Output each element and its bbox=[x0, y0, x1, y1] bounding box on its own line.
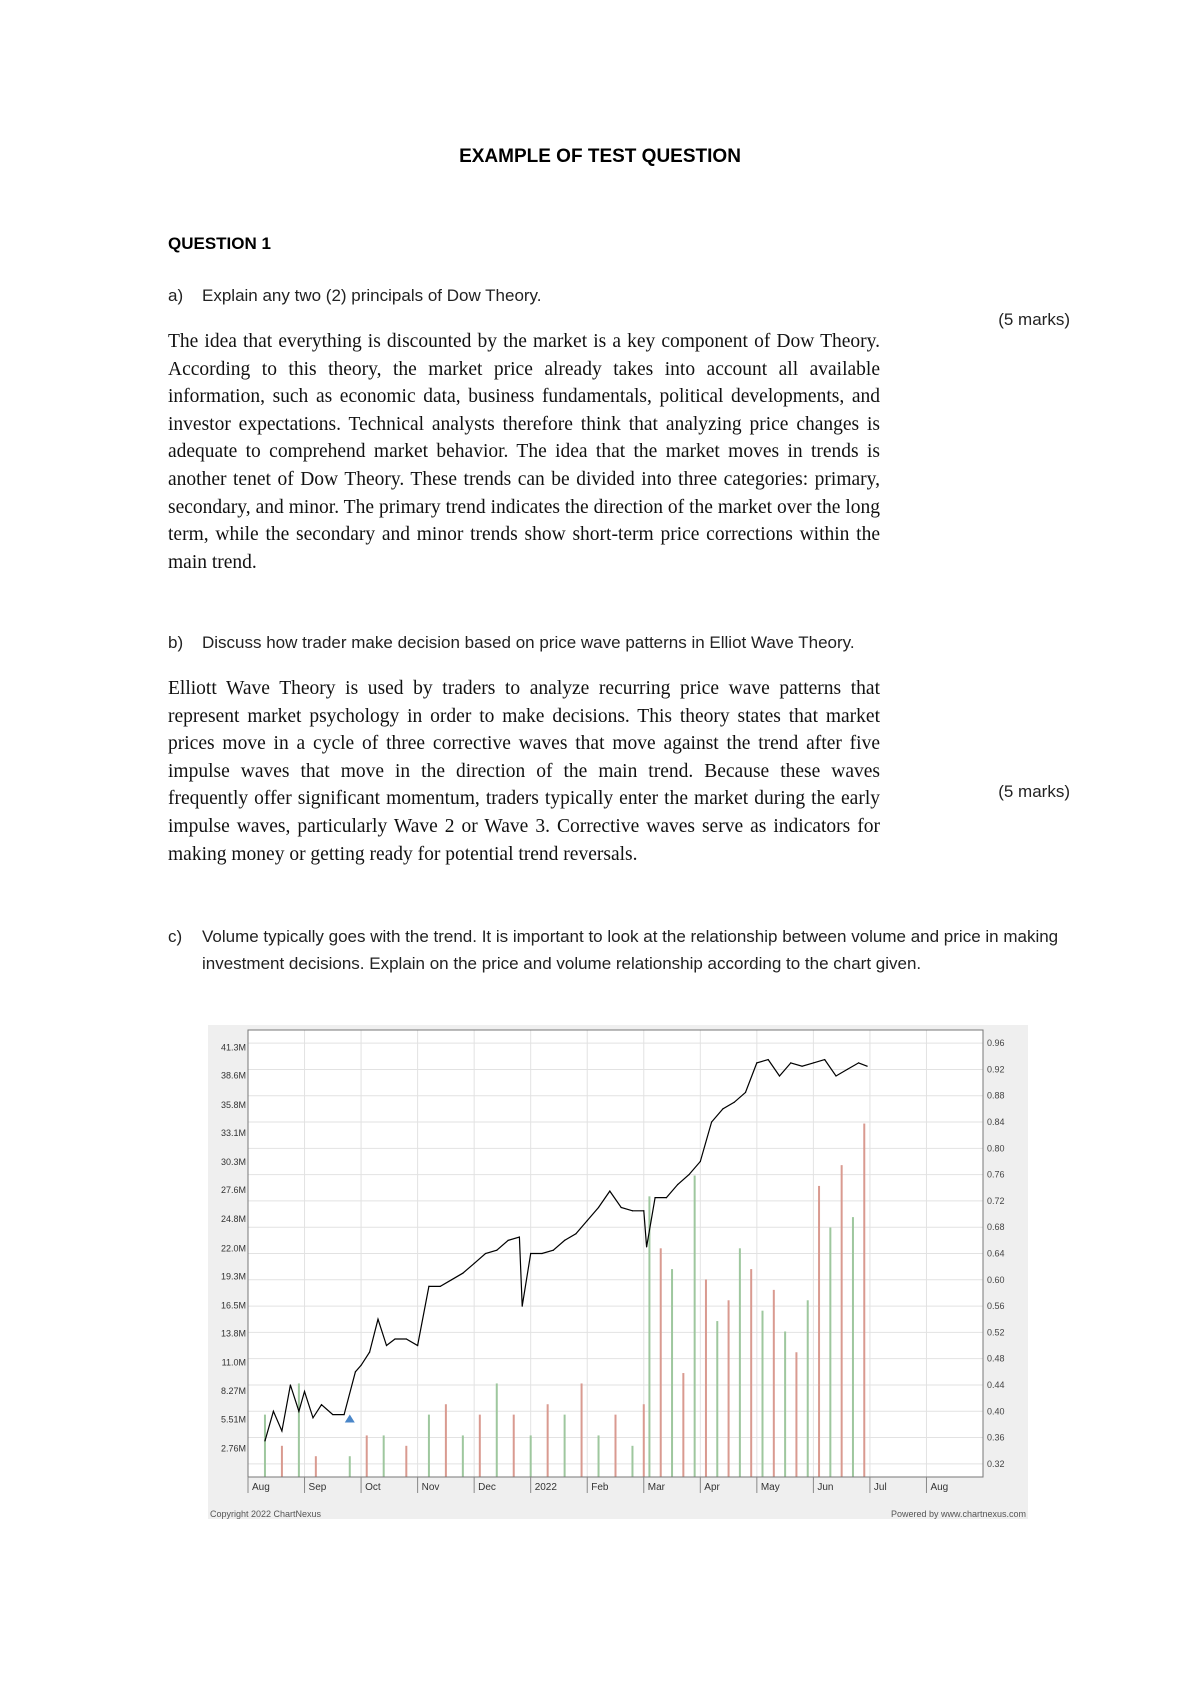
chart-copyright: Copyright 2022 ChartNexus bbox=[210, 1509, 322, 1519]
volume-bar bbox=[795, 1352, 797, 1477]
price-tick-label: 0.68 bbox=[987, 1222, 1005, 1233]
price-point bbox=[768, 1059, 769, 1060]
volume-bar bbox=[366, 1435, 368, 1477]
volume-bar bbox=[428, 1415, 430, 1477]
volume-tick-label: 35.8M bbox=[220, 1099, 246, 1110]
price-point bbox=[462, 1273, 463, 1274]
volume-bar bbox=[547, 1404, 549, 1477]
price-point bbox=[417, 1345, 418, 1346]
volume-bar bbox=[445, 1404, 447, 1477]
volume-bar bbox=[660, 1248, 662, 1477]
x-tick-label: Jul bbox=[873, 1482, 887, 1493]
price-point bbox=[722, 1108, 723, 1109]
price-point bbox=[790, 1062, 791, 1063]
x-tick-label: Dec bbox=[478, 1482, 496, 1493]
volume-bar bbox=[264, 1415, 266, 1477]
price-point bbox=[394, 1338, 395, 1339]
x-tick-label: Feb bbox=[591, 1482, 609, 1493]
price-tick-label: 0.80 bbox=[987, 1143, 1005, 1154]
volume-bar bbox=[671, 1269, 673, 1477]
part-c-label: c) bbox=[168, 927, 183, 946]
price-point bbox=[406, 1338, 407, 1339]
price-point bbox=[474, 1263, 475, 1264]
price-point bbox=[312, 1417, 313, 1418]
price-point bbox=[632, 1210, 633, 1211]
price-point bbox=[290, 1384, 291, 1385]
x-tick-label: May bbox=[760, 1482, 780, 1493]
price-point bbox=[369, 1352, 370, 1353]
volume-bar bbox=[750, 1269, 752, 1477]
x-tick-label: Aug bbox=[252, 1482, 270, 1493]
price-point bbox=[813, 1062, 814, 1063]
volume-bar bbox=[615, 1415, 617, 1477]
x-tick-label: Nov bbox=[421, 1482, 440, 1493]
part-a-answer: The idea that everything is discounted by the market is a key component of Dow Theory. According to this theory, the market price already takes into account all available information, such as economic data, business fundamentals, political developments, and investor expectations. Technical analysts therefore think that analyzing price changes is adequate to comprehend market behavior. The idea that the market moves in trends is another tenet of Dow Theory. These trends can be divided into three categories: primary, secondary, and minor. The primary trend indicates the direction of the market over the long term, while the secondary and minor trends show short-term price corrections within the main trend. bbox=[168, 331, 880, 573]
price-point bbox=[835, 1075, 836, 1076]
question-heading: QUESTION 1 bbox=[168, 234, 271, 253]
volume-tick-label: 19.3M bbox=[220, 1271, 246, 1282]
volume-bar bbox=[852, 1217, 854, 1477]
x-tick-label: Aug bbox=[930, 1482, 949, 1493]
part-a-label: a) bbox=[168, 286, 184, 305]
price-point bbox=[377, 1319, 378, 1320]
volume-bar bbox=[841, 1165, 843, 1477]
volume-axis-ticks bbox=[221, 1043, 246, 1454]
volume-bar bbox=[405, 1446, 407, 1477]
volume-tick-label: 11.0M bbox=[221, 1357, 246, 1368]
price-point bbox=[564, 1240, 565, 1241]
price-point bbox=[609, 1190, 610, 1191]
price-point bbox=[332, 1414, 333, 1415]
volume-bar bbox=[829, 1228, 831, 1477]
volume-bar bbox=[598, 1435, 600, 1477]
part-a-marks: (5 marks) bbox=[998, 310, 1070, 329]
volume-bar bbox=[349, 1456, 351, 1477]
price-point bbox=[360, 1365, 361, 1366]
price-point bbox=[598, 1207, 599, 1208]
volume-bar bbox=[694, 1176, 696, 1477]
part-b-marks: (5 marks) bbox=[998, 782, 1070, 801]
volume-bar bbox=[818, 1186, 820, 1477]
price-tick-label: 0.84 bbox=[987, 1117, 1005, 1128]
price-point bbox=[847, 1069, 848, 1070]
volume-bar bbox=[648, 1196, 650, 1477]
price-point bbox=[666, 1197, 667, 1198]
volume-tick-label: 38.6M bbox=[220, 1070, 246, 1081]
price-tick-label: 0.88 bbox=[987, 1090, 1005, 1101]
volume-bar bbox=[513, 1415, 515, 1477]
x-tick-label: Apr bbox=[704, 1482, 720, 1493]
price-point bbox=[386, 1345, 387, 1346]
price-point bbox=[734, 1102, 735, 1103]
price-point bbox=[507, 1240, 508, 1241]
price-tick-label: 0.96 bbox=[987, 1038, 1005, 1049]
x-tick-label: Oct bbox=[365, 1482, 381, 1493]
price-tick-label: 0.60 bbox=[987, 1274, 1005, 1285]
price-point bbox=[646, 1246, 647, 1247]
volume-tick-label: 41.3M bbox=[220, 1042, 246, 1053]
x-tick-label: Jun bbox=[817, 1482, 834, 1493]
volume-bar bbox=[807, 1300, 809, 1477]
price-point bbox=[530, 1253, 531, 1254]
chart-powered-by: Powered by www.chartnexus.com bbox=[890, 1509, 1026, 1519]
volume-tick-label: 27.6M bbox=[220, 1185, 246, 1196]
price-point bbox=[298, 1411, 299, 1412]
volume-tick-label: 16.5M bbox=[220, 1300, 246, 1311]
part-c-prompt-text: Volume typically goes with the trend. It is important to look at the relationship between volume and price in making investment decisions. Explain on the price and volume relationship according to the chart given. bbox=[202, 927, 1059, 973]
volume-bar bbox=[762, 1311, 764, 1477]
price-point bbox=[700, 1161, 701, 1162]
volume-bar bbox=[383, 1435, 385, 1477]
x-tick-label: Mar bbox=[647, 1482, 666, 1493]
price-point bbox=[688, 1174, 689, 1175]
price-point bbox=[587, 1220, 588, 1221]
price-point bbox=[621, 1207, 622, 1208]
volume-bar bbox=[564, 1415, 566, 1477]
price-tick-label: 0.52 bbox=[987, 1327, 1005, 1338]
volume-bar bbox=[863, 1124, 865, 1477]
price-point bbox=[273, 1411, 274, 1412]
price-point bbox=[428, 1286, 429, 1287]
volume-bar bbox=[631, 1446, 633, 1477]
price-tick-label: 0.32 bbox=[987, 1458, 1005, 1469]
price-point bbox=[756, 1062, 757, 1063]
price-tick-label: 0.48 bbox=[987, 1353, 1005, 1364]
price-point bbox=[485, 1253, 486, 1254]
price-point bbox=[541, 1253, 542, 1254]
price-point bbox=[575, 1233, 576, 1234]
price-tick-label: 0.76 bbox=[987, 1169, 1005, 1180]
part-b-prompt-text: Discuss how trader make decision based on price wave patterns in Elliot Wave Theory. bbox=[202, 633, 855, 652]
price-volume-chart bbox=[208, 1025, 1028, 1519]
price-point bbox=[519, 1236, 520, 1237]
price-point bbox=[264, 1440, 265, 1441]
price-point bbox=[779, 1075, 780, 1076]
volume-bar bbox=[281, 1446, 283, 1477]
volume-bar bbox=[773, 1290, 775, 1477]
volume-bar bbox=[716, 1321, 718, 1477]
price-point bbox=[654, 1197, 655, 1198]
page-title: EXAMPLE OF TEST QUESTION bbox=[459, 146, 741, 167]
price-point bbox=[745, 1092, 746, 1093]
volume-bar bbox=[298, 1383, 300, 1477]
volume-bar bbox=[784, 1331, 786, 1477]
volume-tick-label: 8.27M bbox=[220, 1386, 246, 1397]
price-point bbox=[522, 1305, 523, 1306]
volume-bar bbox=[581, 1383, 583, 1477]
price-tick-label: 0.64 bbox=[987, 1248, 1005, 1259]
volume-bar bbox=[705, 1279, 707, 1477]
price-point bbox=[824, 1059, 825, 1060]
price-point bbox=[677, 1184, 678, 1185]
volume-bar bbox=[530, 1435, 532, 1477]
part-b-label: b) bbox=[168, 633, 184, 652]
volume-bar bbox=[728, 1300, 730, 1477]
volume-tick-label: 22.0M bbox=[220, 1243, 246, 1254]
price-tick-label: 0.44 bbox=[987, 1379, 1005, 1390]
volume-bar bbox=[479, 1415, 481, 1477]
price-point bbox=[440, 1286, 441, 1287]
volume-tick-label: 13.8M bbox=[220, 1328, 246, 1339]
price-point bbox=[866, 1066, 867, 1067]
volume-bar bbox=[682, 1373, 684, 1477]
x-tick-label: 2022 bbox=[534, 1482, 557, 1493]
price-point bbox=[711, 1121, 712, 1122]
volume-bar bbox=[315, 1456, 317, 1477]
price-tick-label: 0.72 bbox=[987, 1195, 1005, 1206]
part-a-prompt-text: Explain any two (2) principals of Dow Theory. bbox=[202, 286, 542, 305]
volume-tick-label: 33.1M bbox=[220, 1127, 246, 1138]
price-tick-label: 0.92 bbox=[987, 1064, 1005, 1075]
price-point bbox=[344, 1414, 345, 1415]
price-point bbox=[451, 1279, 452, 1280]
price-tick-label: 0.36 bbox=[987, 1432, 1005, 1443]
price-point bbox=[496, 1250, 497, 1251]
volume-bar bbox=[739, 1248, 741, 1477]
volume-tick-label: 5.51M bbox=[220, 1414, 246, 1425]
price-point bbox=[281, 1430, 282, 1431]
price-tick-label: 0.40 bbox=[987, 1406, 1005, 1417]
price-point bbox=[553, 1250, 554, 1251]
price-point bbox=[304, 1391, 305, 1392]
volume-tick-label: 2.76M bbox=[220, 1443, 246, 1454]
price-point bbox=[321, 1404, 322, 1405]
price-point bbox=[858, 1062, 859, 1063]
price-point bbox=[801, 1066, 802, 1067]
price-point bbox=[643, 1210, 644, 1211]
volume-bar bbox=[462, 1435, 464, 1477]
part-b-answer: Elliott Wave Theory is used by traders to analyze recurring price wave patterns that represent market psychology in order to make decisions. This theory states that market prices move in a cycle of three corrective waves that move against the trend after five impulse waves that move in the direction of the main trend. Because these waves frequently offer significant momentum, traders typically enter the market during the early impulse waves, particularly Wave 2 or Wave 3. Corrective waves serve as indicators for making money or getting ready for potential trend reversals. bbox=[168, 678, 880, 865]
price-tick-label: 0.56 bbox=[987, 1301, 1005, 1312]
volume-tick-label: 30.3M bbox=[220, 1157, 246, 1168]
volume-bar bbox=[496, 1383, 498, 1477]
volume-tick-label: 24.8M bbox=[220, 1214, 246, 1225]
volume-bar bbox=[643, 1404, 645, 1477]
price-point bbox=[355, 1371, 356, 1372]
x-tick-label: Sep bbox=[308, 1482, 327, 1493]
